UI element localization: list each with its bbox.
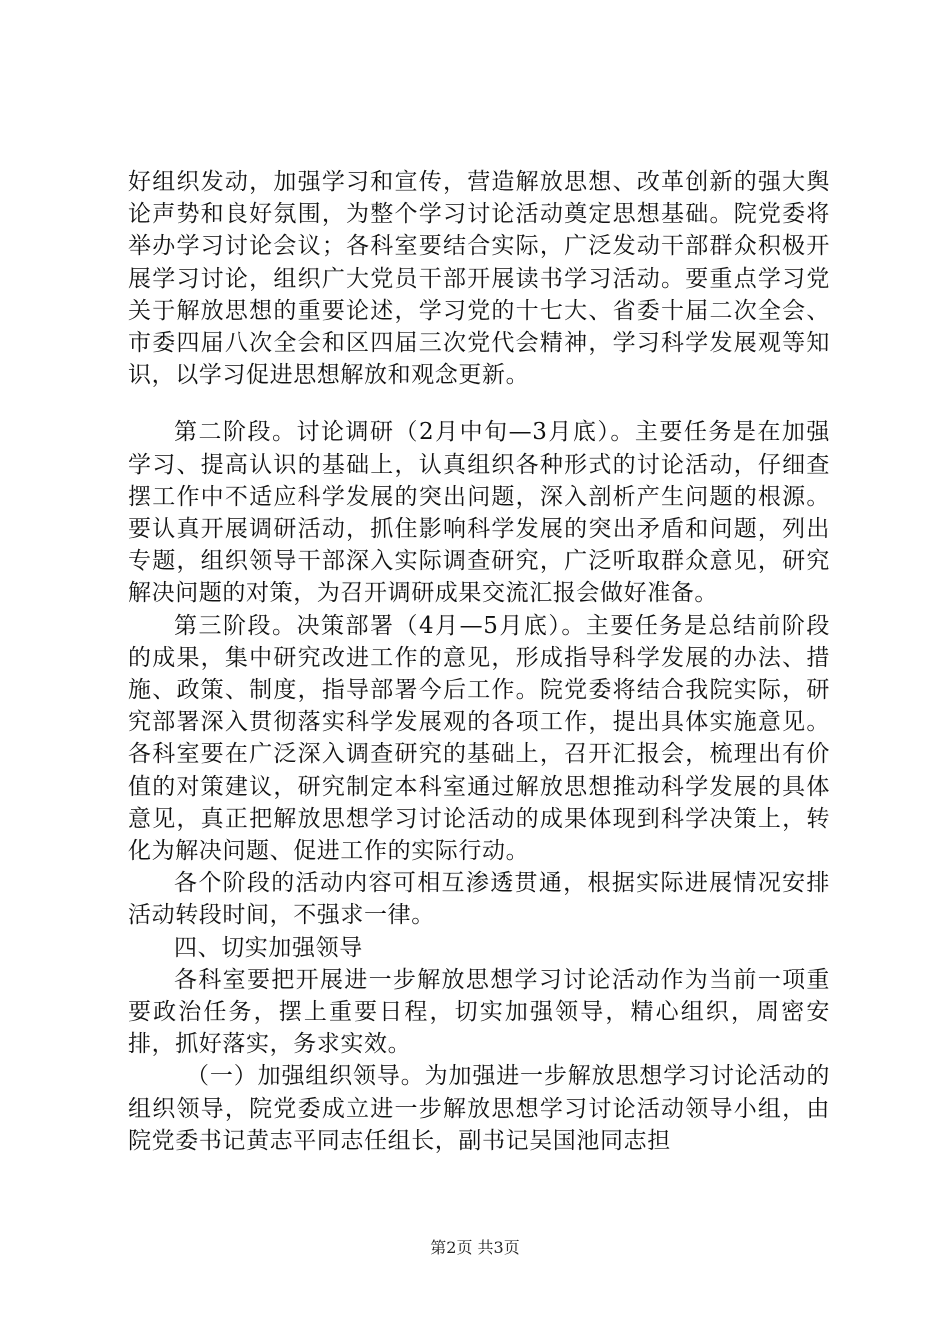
paragraph-stage-three: 第三阶段。决策部署（4月—5月底）。主要任务是总结前阶段的成果，集中研究改进工作的意见，形成指导科学发展的办法、措施、政策、制度，指导部署今后工作。院党委将结合我院实际，研究部署深入贯彻落实科学发展观的各项工作，提出具体实施意见。各科室要在广泛深入调查研究的基础上，召开汇报会，梳理出有价值的对策建议，研究制定本科室通过解放思想推动科学发展的具体意见，真正把解放思想学习讨论活动的成果体现到科学决策上，转化为解决问题、促进工作的实际行动。 — [128, 612, 830, 865]
paragraph-stage-transition: 各个阶段的活动内容可相互渗透贯通，根据实际进展情况安排活动转段时间，不强求一律。 — [128, 870, 830, 929]
document-body — [128, 166, 830, 1157]
page-number-footer: 第2页 共3页 — [430, 1238, 520, 1257]
paragraph-study-stage-continued: 好组织发动，加强学习和宣传，营造解放思想、改革创新的强大舆论声势和良好氛围，为整个学习讨论活动奠定思想基础。院党委将举办学习讨论会议；各科室要结合实际，广泛发动干部群众积极开展学习讨论，组织广大党员干部开展读书学习活动。要重点学习党关于解放思想的重要论述，学习党的十七大、省委十届二次全会、市委四届八次全会和区四届三次党代会精神，学习科学发展观等知识，以学习促进思想解放和观念更新。 — [128, 169, 830, 389]
paragraph-stage-two: 第二阶段。讨论调研（2月中旬—3月底）。主要任务是在加强学习、提高认识的基础上，认真组织各种形式的讨论活动，仔细查摆工作中不适应科学发展的突出问题，深入剖析产生问题的根源。要认真开展调研活动，抓住影响科学发展的突出矛盾和问题，列出专题，组织领导干部深入实际调查研究，广泛听取群众意见，研究解决问题的对策，为召开调研成果交流汇报会做好准备。 — [128, 419, 830, 607]
paragraph-leadership-intro: 各科室要把开展进一步解放思想学习讨论活动作为当前一项重要政治任务，摆上重要日程，切实加强领导，精心组织，周密安排，抓好落实，务求实效。 — [128, 966, 830, 1058]
paragraph-organization-leadership: （一）加强组织领导。为加强进一步解放思想学习讨论活动的组织领导，院党委成立进一步解放思想学习讨论活动领导小组，由院党委书记黄志平同志任组长，副书记吴国池同志担 — [128, 1063, 830, 1154]
paragraph-spacer — [128, 391, 830, 416]
section-heading-leadership: 四、切实加强领导 — [174, 934, 363, 961]
